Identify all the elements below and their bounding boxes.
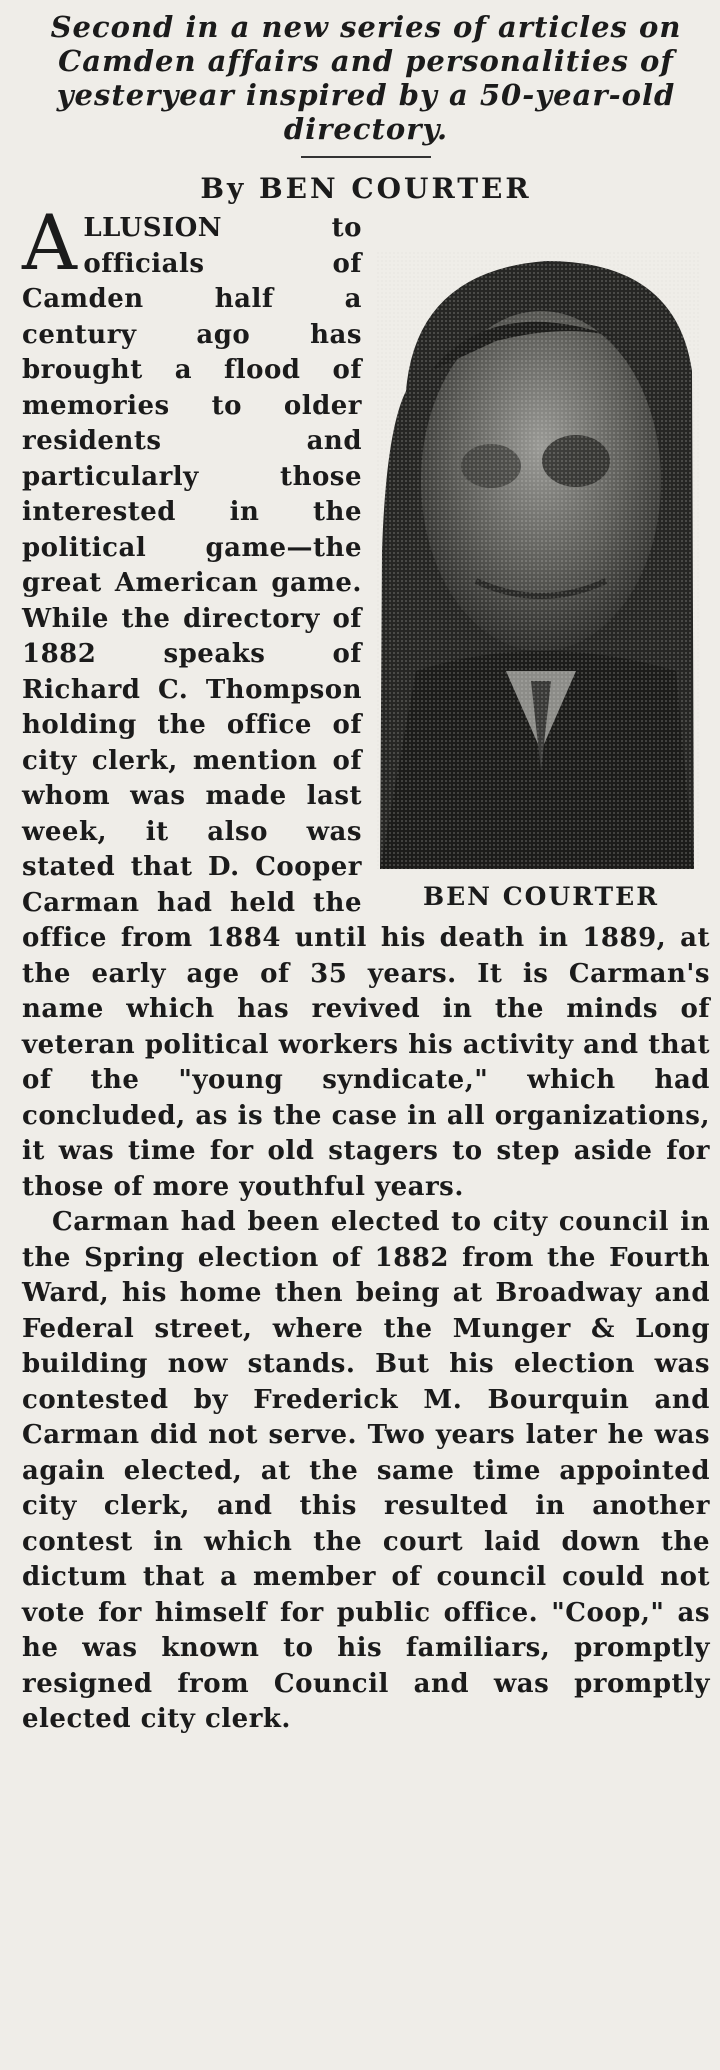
photo-caption: BEN COURTER [423, 882, 659, 911]
series-intro: Second in a new series of articles on Camden affairs and personalities of yesteryear inspired by a 50-year-old directory. [50, 10, 682, 146]
author-photo-figure [376, 251, 706, 915]
divider-rule [301, 156, 431, 158]
paragraph-2: Carman had been elected to city council in the Spring election of 1882 from the Fourth Ward, his home then being at Broadway and Federal street, where the Munger & Long building now stands. But his election was contested by Frederick M. Bourquin and Carman did not serve. Two years later he was again elected, at the same time appointed city clerk, and this resulted in another contest in which the court laid down the dictum that a member of council could not vote for himself for public office. "Coop," as he was known to his familiars, promptly resigned from Council and was promptly elected city clerk. [22, 1207, 710, 1734]
author-portrait-photo [376, 251, 700, 869]
paragraph-1-text: LLUSION to officials of Camden half a century ago has brought a flood of memories to older residents and particularly those interested in the political game—the great American game. While the directory of 1882 speaks of Richard C. Thompson holding the office of city clerk, mention of whom was made last week, it also was stated that D. Cooper Carman had held the office from 1884 until his death in 1889, at the early age of 35 years. It is Carman's name which has revived in the minds of veteran political workers his activity and that of the "young syndicate," which had concluded, as is the case in all organizations, it was time for old stagers to step aside for those of more youthful years. [22, 213, 710, 1202]
drop-cap: A [22, 198, 78, 287]
byline: By BEN COURTER [200, 172, 532, 205]
article-body [22, 198, 710, 1738]
